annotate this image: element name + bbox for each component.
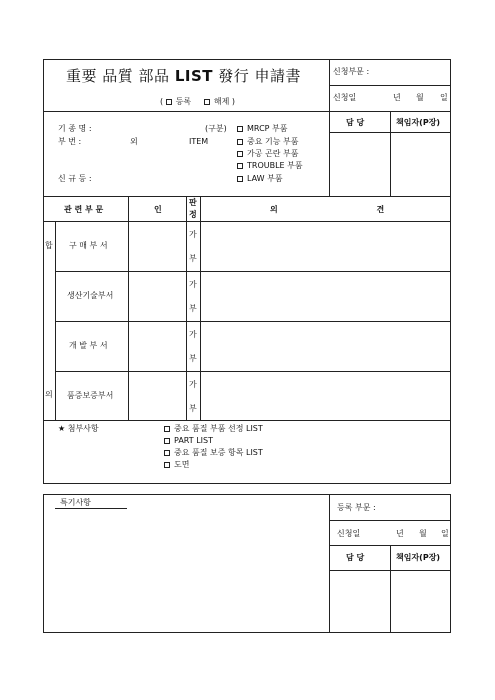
part-number-suffix: 외 bbox=[130, 137, 138, 146]
lower-charge-header: 담 당 bbox=[346, 553, 365, 562]
row-judge-bu[interactable]: 부 bbox=[189, 404, 197, 413]
checkbox-icon bbox=[164, 426, 170, 432]
row-judge-ga[interactable]: 가 bbox=[189, 380, 197, 389]
checkbox-icon bbox=[164, 450, 170, 456]
header-seal: 인 bbox=[154, 205, 162, 214]
row-judge-bu[interactable]: 부 bbox=[189, 254, 197, 263]
header-dept: 관 련 부 문 bbox=[64, 205, 104, 214]
apply-date-month: 월 bbox=[416, 93, 424, 102]
checkbox-icon bbox=[237, 176, 243, 182]
table-row bbox=[56, 372, 451, 420]
row-judge-bu[interactable]: 부 bbox=[189, 304, 197, 313]
register-checkbox[interactable] bbox=[166, 99, 172, 105]
class-label: (구분) bbox=[205, 124, 227, 133]
row-dept: 품증보증부서 bbox=[67, 391, 114, 400]
checkbox-icon bbox=[237, 151, 243, 157]
new-label: 신 규 등 : bbox=[58, 174, 92, 183]
row-judge-ga[interactable]: 가 bbox=[189, 230, 197, 239]
checkbox-icon bbox=[237, 126, 243, 132]
row-dept: 개 발 부 서 bbox=[69, 341, 108, 350]
attachments-label: ★ 첨부사항 bbox=[58, 424, 99, 433]
apply-date-day: 일 bbox=[440, 93, 448, 102]
special-notes-underline bbox=[55, 508, 127, 509]
lower-date-day: 일 bbox=[441, 529, 449, 538]
class-option-law[interactable]: LAW 부품 bbox=[237, 174, 283, 184]
attachment-item[interactable]: 도면 bbox=[164, 460, 189, 470]
charge-header: 담 당 bbox=[346, 118, 365, 127]
lower-charge-sign-cell[interactable] bbox=[330, 571, 390, 632]
row-judge-ga[interactable]: 가 bbox=[189, 330, 197, 339]
lower-manager-header: 책임자(P장) bbox=[396, 553, 441, 562]
header-judge-top: 판 bbox=[189, 198, 197, 207]
table-row bbox=[56, 272, 451, 321]
row-judge-bu[interactable]: 부 bbox=[189, 354, 197, 363]
item-label: ITEM bbox=[189, 137, 209, 146]
attachment-item[interactable]: 중요 품질 보증 항목 LIST bbox=[164, 448, 263, 458]
class-option-trouble[interactable]: TROUBLE 부품 bbox=[237, 161, 303, 171]
charge-sign-cell[interactable] bbox=[330, 133, 390, 195]
manager-sign-cell[interactable] bbox=[391, 133, 451, 195]
apply-date-label: 신청일 bbox=[333, 93, 357, 102]
model-name-label: 기 종 명 : bbox=[58, 124, 92, 133]
lower-date-year: 년 bbox=[396, 529, 404, 538]
lower-date-label: 신청일 bbox=[337, 529, 361, 538]
attachment-item[interactable]: PART LIST bbox=[164, 436, 213, 446]
special-notes-area[interactable] bbox=[46, 512, 326, 630]
lower-manager-sign-cell[interactable] bbox=[391, 571, 451, 632]
special-notes-label: 특기사항 bbox=[60, 498, 91, 507]
class-option-function[interactable]: 중요 기능 부품 bbox=[237, 137, 298, 147]
lower-date-month: 월 bbox=[419, 529, 427, 538]
side-label-top: 합 bbox=[45, 241, 53, 250]
checkbox-icon bbox=[164, 438, 170, 444]
approval-line-1 bbox=[329, 85, 451, 86]
apply-dept-label: 신청부문 : bbox=[333, 67, 370, 76]
checkbox-icon bbox=[237, 139, 243, 145]
attachment-item[interactable]: 중요 품질 부품 선정 LIST bbox=[164, 424, 263, 434]
form-title: 重要 品質 部品 LIST 發行 申請書 bbox=[66, 67, 302, 85]
apply-date-year: 년 bbox=[393, 93, 401, 102]
part-number-label: 부 번 : bbox=[58, 137, 82, 146]
register-release-toggle: ( 등록 해제 ) bbox=[160, 97, 235, 106]
title-area-bottom-line bbox=[43, 111, 329, 112]
table-bottom-line bbox=[43, 420, 451, 421]
manager-header: 책임자(P장) bbox=[396, 118, 441, 127]
table-top-line bbox=[43, 196, 451, 197]
row-dept: 구 매 부 서 bbox=[69, 241, 108, 250]
lower-line-1 bbox=[329, 520, 451, 521]
release-checkbox[interactable] bbox=[204, 99, 210, 105]
class-option-processing[interactable]: 가공 곤란 부품 bbox=[237, 149, 298, 159]
table-row bbox=[56, 222, 451, 271]
row-dept: 생산기술부서 bbox=[67, 291, 114, 300]
class-option-mrcp[interactable]: MRCP 부품 bbox=[237, 124, 287, 134]
header-opinion: 의 견 bbox=[270, 205, 388, 214]
checkbox-icon bbox=[237, 163, 243, 169]
header-judge-bottom: 정 bbox=[189, 210, 197, 219]
row-judge-ga[interactable]: 가 bbox=[189, 280, 197, 289]
checkbox-icon bbox=[164, 462, 170, 468]
table-row bbox=[56, 322, 451, 371]
reg-dept-label: 등록 부문 : bbox=[337, 503, 376, 512]
side-label-bottom: 의 bbox=[45, 390, 53, 399]
